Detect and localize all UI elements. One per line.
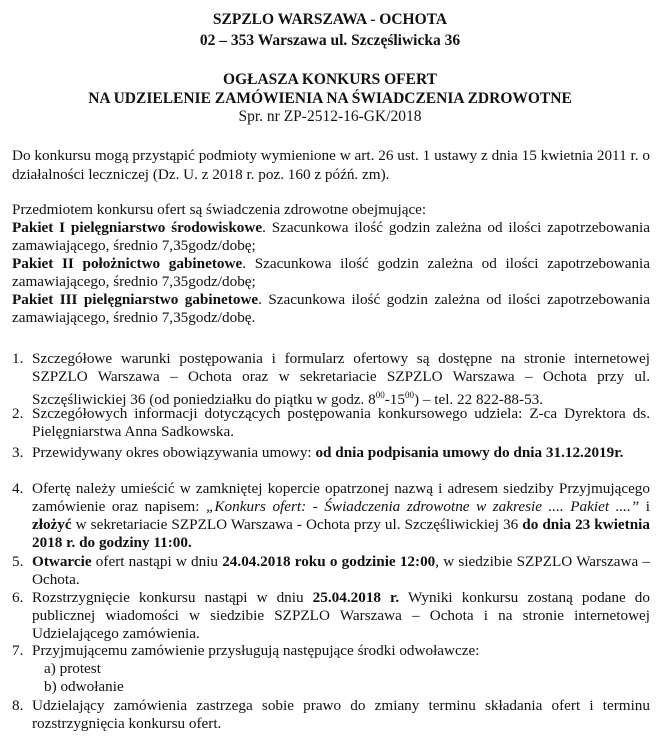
package-1 [12,219,650,255]
subject-heading: Przedmiotem konkursu ofert są świadczenia zdrowotne obejmujące: [12,201,427,218]
org-name: SZPZLO WARSZAWA - OCHOTA [212,11,448,28]
package-3-desc: . Szacunkowa ilość godzin zależna od ilości zapotrzebowania zamawiającego, średnio 7,35godz/dobę. [12,291,650,326]
subject-block [12,201,650,327]
item-text: Udzielający zamówienia zastrzega sobie prawo do zmiany terminu składania ofert i terminu rozstrzygnięcia konkursu ofert. [32,697,650,732]
package-2 [12,255,650,291]
item-number: 8. [12,697,24,714]
org-address: 02 – 353 Warszawa ul. Szczęśliwicka 36 [199,32,461,49]
item-number: 4. [12,480,24,497]
item-text: Szczegółowe warunki postępowania i formularz ofertowy są dostępne na stronie internetowej SZPZLO Warszawa – Ochota oraz w sekretariacie SZPZLO Warszawa – Ochota przy ul. Szczęśliwickiej 36 (od poniedziałku do piątku w godz. $8^{00}-15^{00}$) – tel. 22 822-88-53. [32,350,650,409]
item-number: 5. [12,553,24,570]
package-2-name: Pakiet II położnictwo gabinetowe [12,255,243,272]
item-number: 6. [12,589,24,606]
package-3 [12,291,650,327]
remedy-appeal: b) odwołanie [44,678,124,695]
package-1-name: Pakiet I pielęgniarstwo środowiskowe [12,219,263,236]
announcement-title: OGŁASZA KONKURS OFERT [223,71,437,88]
item-number: 3. [12,444,24,461]
item-text: Przewidywany okres obowiązywania umowy: od dnia podpisania umowy do dnia 31.12.2019r. [32,444,624,461]
item-text: Ofertę należy umieścić w zamkniętej kopercie opatrzonej nazwą i adresem siedziby Przyjmującego zamówienie oraz napisem: „Konkurs ofert: - Świadczenia zdrowotne w zakresie .... Pakiet ....” i złożyć w sekretariacie SZPZLO Warszawa - Ochota przy ul. Szczęśliwickiej 36 do dnia 23 kwietnia 2018 r. do godziny 11:00. [32,480,650,551]
case-reference: Spr. nr ZP-2512-16-GK/2018 [238,108,422,125]
package-2-desc: . Szacunkowa ilość godzin zależna od ilości zapotrzebowania zamawiającego, średnio 7,35godz/dobę; [12,255,651,290]
item-number: 1. [12,350,24,367]
package-1-desc: . Szacunkowa ilość godzin zależna od ilości zapotrzebowania zamawiającego, średnio 7,35godz/dobę; [12,219,650,254]
item-text: Przyjmującemu zamówienie przysługują następujące środki odwoławcze: [32,642,480,659]
package-3-name: Pakiet III pielęgniarstwo gabinetowe [12,291,259,308]
item-number: 2. [12,405,24,422]
item-number: 7. [12,642,24,659]
item-text: Szczegółowych informacji dotyczących postępowania konkursowego udziela: Z-ca Dyrektora ds. Pielęgniarstwa Anna Sadkowska. [32,405,650,440]
intro-paragraph: Do konkursu mogą przystąpić podmioty wymienione w art. 26 ust. 1 ustawy z dnia 15 kwietnia 2011 r. o działalności leczniczej (Dz. U. z 2018 r. poz. 160 z późń. zm). [12,147,650,183]
item-text: Otwarcie ofert nastąpi w dniu 24.04.2018 roku o godzinie 12:00, w siedzibie SZPZLO Warszawa – Ochota. [32,553,650,588]
remedy-protest: a) protest [44,660,101,677]
announcement-subtitle: NA UDZIELENIE ZAMÓWIENIA NA ŚWIADCZENIA ZDROWOTNE [88,90,572,107]
item-text: Rozstrzygnięcie konkursu nastąpi w dniu 25.04.2018 r. Wyniki konkursu zostaną podane do publicznej wiadomości w siedzibie SZPZLO Warszawa – Ochota i na stronie internetowej Udzielającego zamówienia. [32,589,650,642]
